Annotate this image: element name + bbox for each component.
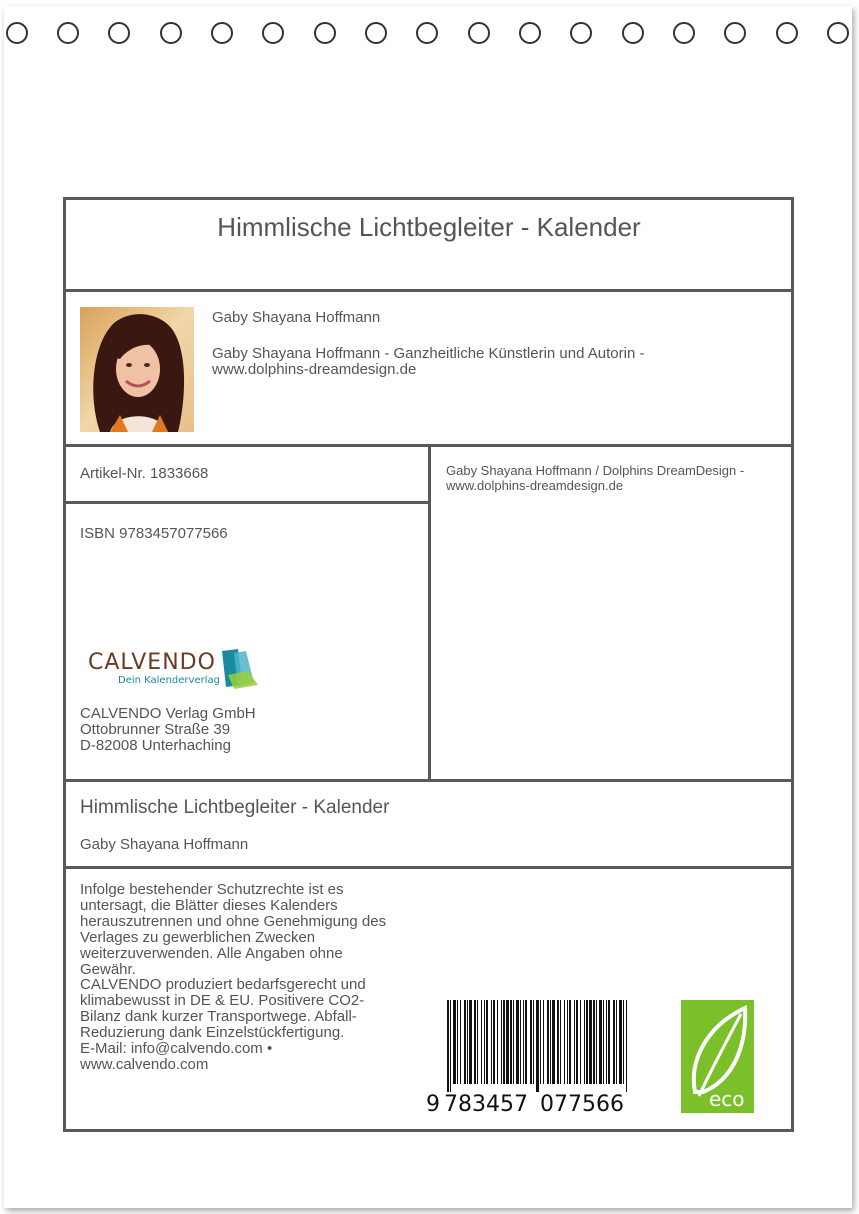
calendar-title: Himmlische Lichtbegleiter - Kalender bbox=[217, 212, 641, 242]
barcode-bar bbox=[593, 1000, 595, 1084]
divider bbox=[428, 444, 431, 782]
barcode-bar bbox=[520, 1000, 521, 1084]
barcode-bar bbox=[513, 1000, 514, 1084]
binding-ring bbox=[211, 22, 233, 44]
binding-ring bbox=[776, 22, 798, 44]
binding-ring bbox=[468, 22, 490, 44]
barcode-bar bbox=[589, 1000, 592, 1084]
barcode-bar bbox=[560, 1000, 561, 1084]
barcode-bar bbox=[467, 1000, 468, 1084]
author-description: Gaby Shayana Hoffmann - Ganzheitliche Künstlerin und Autorin - www.dolphins-dreamdesign.de bbox=[212, 345, 645, 378]
barcode-bar bbox=[623, 1000, 624, 1084]
binding-ring bbox=[827, 22, 849, 44]
barcode-bar bbox=[576, 1000, 578, 1084]
image-copyright: Gaby Shayana Hoffmann / Dolphins DreamDesign - www.dolphins-dreamdesign.de bbox=[446, 463, 745, 493]
article-number: Artikel-Nr. 1833668 bbox=[80, 465, 209, 482]
barcode-bar bbox=[584, 1000, 585, 1084]
divider bbox=[63, 866, 794, 869]
barcode-bar bbox=[603, 1000, 604, 1084]
binding-ring bbox=[416, 22, 438, 44]
calvendo-logo bbox=[88, 645, 268, 691]
barcode-bar bbox=[510, 1000, 512, 1084]
barcode-bar bbox=[506, 1000, 509, 1084]
barcode-bar bbox=[580, 1000, 581, 1084]
isbn-number: ISBN 9783457077566 bbox=[80, 525, 228, 542]
barcode-bar bbox=[491, 1000, 492, 1084]
barcode-bar bbox=[486, 1000, 488, 1084]
barcode-bar bbox=[523, 1000, 524, 1084]
barcode-bar bbox=[599, 1000, 602, 1084]
binding-ring bbox=[519, 22, 541, 44]
barcode-bar bbox=[616, 1000, 617, 1084]
barcode-bar bbox=[626, 1000, 627, 1092]
barcode-bar bbox=[484, 1000, 485, 1084]
binding-ring bbox=[160, 22, 182, 44]
divider bbox=[63, 501, 431, 504]
calvendo-logo-name: CALVENDO bbox=[88, 650, 216, 675]
barcode-bar bbox=[569, 1000, 571, 1084]
barcode-bar bbox=[453, 1000, 456, 1084]
barcode-bar bbox=[547, 1000, 549, 1084]
divider bbox=[63, 289, 794, 292]
calvendo-logo-tagline: Dein Kalenderverlag bbox=[118, 675, 220, 686]
barcode-bar bbox=[586, 1000, 588, 1084]
binding-ring bbox=[673, 22, 695, 44]
barcode-bar bbox=[501, 1000, 502, 1084]
barcode-group-1: 783457 bbox=[444, 1092, 528, 1117]
barcode-bar bbox=[606, 1000, 607, 1084]
barcode-bar bbox=[503, 1000, 505, 1084]
barcode-bar bbox=[533, 1000, 534, 1084]
binding-ring bbox=[365, 22, 387, 44]
barcode-bar bbox=[608, 1000, 610, 1084]
barcode-bar bbox=[457, 1000, 458, 1084]
barcode-bar bbox=[481, 1000, 482, 1084]
summary-author: Gaby Shayana Hoffmann bbox=[80, 836, 249, 853]
author-name: Gaby Shayana Hoffmann bbox=[212, 309, 381, 326]
barcode-bar bbox=[574, 1000, 575, 1084]
barcode-first-digit: 9 bbox=[426, 1092, 440, 1117]
barcode-bar bbox=[596, 1000, 597, 1084]
barcode-bar bbox=[474, 1000, 476, 1084]
barcode-bar bbox=[497, 1000, 498, 1084]
barcode-bar bbox=[536, 1000, 539, 1092]
binding-ring bbox=[314, 22, 336, 44]
eco-leaf-icon bbox=[681, 1000, 754, 1113]
divider bbox=[63, 779, 794, 782]
barcode-bar bbox=[525, 1000, 527, 1084]
barcode-bar bbox=[543, 1000, 544, 1084]
binding-ring bbox=[622, 22, 644, 44]
barcode-bar bbox=[447, 1000, 449, 1092]
binding-ring bbox=[724, 22, 746, 44]
barcode-bar bbox=[464, 1000, 466, 1084]
author-portrait bbox=[80, 307, 194, 432]
barcode-bar bbox=[557, 1000, 559, 1084]
binding-ring bbox=[108, 22, 130, 44]
barcode-bar bbox=[550, 1000, 551, 1084]
barcode bbox=[445, 1000, 631, 1092]
barcode-bar bbox=[493, 1000, 495, 1084]
barcode-bar bbox=[619, 1000, 622, 1084]
barcode-bar bbox=[450, 1000, 451, 1092]
summary-title: Himmlische Lichtbegleiter - Kalender bbox=[80, 797, 390, 818]
barcode-bar bbox=[540, 1000, 541, 1084]
barcode-bar bbox=[552, 1000, 555, 1084]
barcode-bar bbox=[564, 1000, 565, 1084]
publisher-address: CALVENDO Verlag GmbH Ottobrunner Straße 39 D-82008 Unterhaching bbox=[80, 705, 256, 754]
eco-label-text: eco bbox=[709, 1087, 745, 1111]
barcode-bar bbox=[567, 1000, 568, 1084]
barcode-group-2: 077566 bbox=[540, 1092, 624, 1117]
binding-ring bbox=[57, 22, 79, 44]
barcode-bar bbox=[516, 1000, 519, 1084]
barcode-bar bbox=[530, 1000, 532, 1084]
legal-notice: Infolge bestehender Schutzrechte ist es untersagt, die Blätter dieses Kalenders herauszutrennen und ohne Genehmigung des Verlages zu gewerblichen Zwecken weiterzuverwenden. Alle Angaben ohne Gewähr. CALVENDO produziert bedarfsgerecht und klimabewusst in DE & EU. Positivere CO2- Bilanz dank kurzer Transportwege. Abfall- Reduzierung dank Einzelstückfertigung. E-Mail: info@calvendo.com • www.calvendo.com bbox=[80, 881, 387, 1073]
binding-ring bbox=[262, 22, 284, 44]
barcode-bar bbox=[460, 1000, 461, 1084]
binding-ring bbox=[6, 22, 28, 44]
barcode-bar bbox=[613, 1000, 615, 1084]
barcode-bar bbox=[477, 1000, 478, 1084]
barcode-bar bbox=[469, 1000, 472, 1084]
binding-ring bbox=[570, 22, 592, 44]
